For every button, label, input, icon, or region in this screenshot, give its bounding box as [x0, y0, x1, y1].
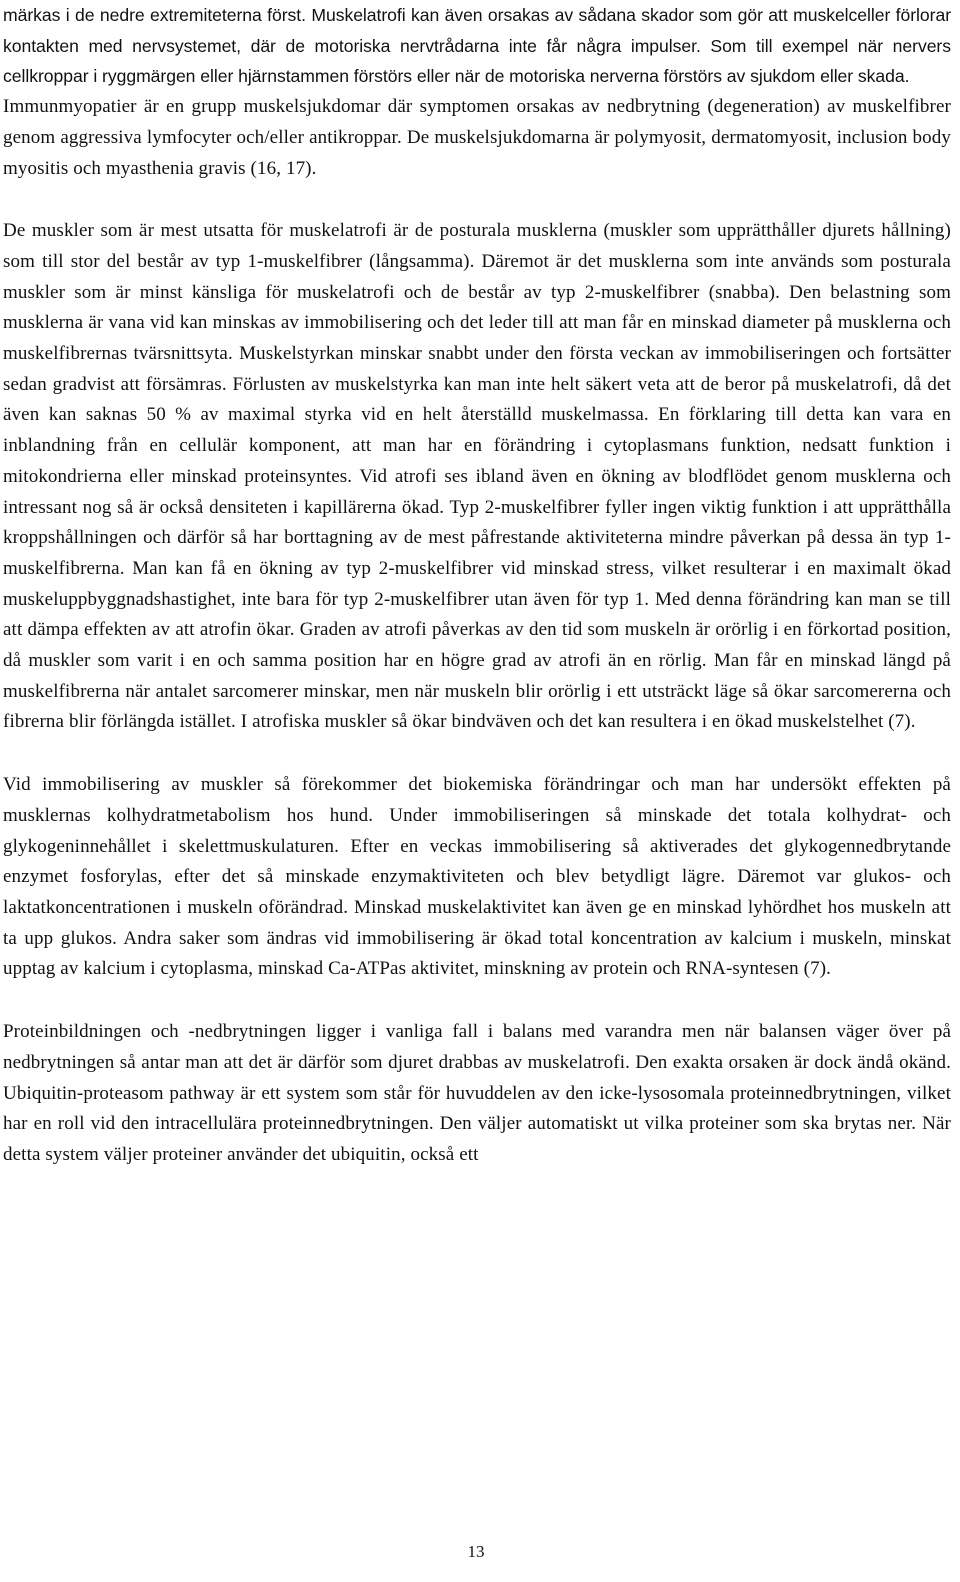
paragraph-immunmyopatier: Immunmyopatier är en grupp muskelsjukdomar där symptomen orsakas av nedbrytning (degeneration) av muskelfibrer genom aggressiva lymfocyter och/eller antikroppar. De muskelsjukdomarna är polymyosit, dermatomyosit, inclusion body myositis och myasthenia gravis (16, 17).: [3, 96, 951, 179]
paragraph-immobilization-biochemistry: Vid immobilisering av muskler så förekommer det biokemiska förändringar och man har undersökt effekten på musklernas kolhydratmetabolism hos hund. Under immobiliseringen så minskade det totala kolhydrat- och glykogeninnehållet i skelettmuskulaturen. Efter en veckas immobilisering så aktiverades det glykogennedbrytande enzymet fosforylas, efter det så minskade enzymaktiviteten och blev betydligt lägre. Däremot var glukos- och laktatkoncentrationen i muskeln oförändrad. Minskad muskelaktivitet kan även ge en minskad lyhördhet hos muskeln att ta upp glukos. Andra saker som ändras vid immobilisering är ökad total koncentration av kalcium i muskeln, minskat upptag av kalcium i cytoplasma, minskad Ca-ATPas aktivitet, minskning av protein och RNA-syntesen (7).: [3, 774, 951, 980]
paragraph-protein-balance: Proteinbildningen och -nedbrytningen ligger i vanliga fall i balans med varandra men när balansen väger över på nedbrytningen så antar man att det är därför som djuret drabbas av muskelatrofi. Den exakta orsaken är dock ändå okänd. Ubiquitin-proteasom pathway är ett system som står för huvuddelen av den icke-lysosomala proteinnedbrytningen, vilket har en roll vid den intracellulära proteinnedbrytningen. Den väljer automatiskt ut vilka proteiner som ska brytas ner. När detta system väljer proteiner använder det ubiquitin, också ett: [3, 1021, 951, 1165]
page-number: 13: [467, 1542, 485, 1561]
document-page: [3, 0, 951, 1171]
paragraph-muscle-nerve-damage: märkas i de nedre extremiteterna först. Muskelatrofi kan även orsakas av sådana skador som gör att muskelceller förlorar kontakten med nervsystemet, där de motoriska nervtrådarna inte får några impulser. Som till exempel när nervers cellkroppar i ryggmärgen eller hjärnstammen förstörs eller när de motoriska nerverna förstörs av sjukdom eller skada.: [3, 5, 951, 87]
paragraph-spacer: [3, 985, 951, 1017]
paragraph-postural-muscles: De muskler som är mest utsatta för muskelatrofi är de posturala musklerna (muskler som upprätthåller djurets hållning) som till stor del består av typ 1-muskelfibrer (långsamma). Däremot är det musklerna som inte används som posturala muskler som är minst känsliga för muskelatrofi och de består av typ 2-muskelfibrer (snabba). Den belastning som musklerna är vana vid kan minskas av immobilisering och det leder till att man får en minskad diameter på musklerna och muskelfibrernas tvärsnittsyta. Muskelstyrkan minskar snabbt under den första veckan av immobiliseringen och fortsätter sedan gradvist att försämras. Förlusten av muskelstyrka kan man inte helt säkert veta att de beror på muskelatrofi, då det även kan saknas 50 % av maximal styrka vid en helt återställd muskelmassa. En förklaring till detta kan vara en inblandning från en cellulär komponent, att man har en förändring i cytoplasmans funktion, nedsatt funktion i mitokondrierna eller minskad proteinsyntes. Vid atrofi ses ibland även en ökning av blodflödet genom musklerna och intressant nog så är också densiteten i kapillärerna ökad. Typ 2-muskelfibrer fyller ingen viktig funktion i att upprätthålla kroppshållningen och därför så har borttagning av de mest påfrestande aktiviteterna mindre påverkan på dessa än typ 1-muskelfibrerna. Man kan få en ökning av typ 2-muskelfibrer vid minskad stress, vilket resulterar i en maximalt ökad muskeluppbyggnadshastighet, inte bara för typ 2-muskelfibrer utan även för typ 1. Med denna förändring kan man se till att dämpa effekten av att atrofin ökar. Graden av atrofi påverkas av den tid som muskeln är orörlig i en förkortad position, då muskler som varit i en och samma position har en högre grad av atrofi än en rörlig. Man får en minskad längd på muskelfibrerna när antalet sarcomerer minskar, men när muskeln blir orörlig i ett utsträckt läge så ökar sarcomererna och fibrerna blir förlängda istället. I atrofiska muskler så ökar bindväven och det kan resultera i en ökad muskelstelhet (7).: [3, 220, 951, 733]
paragraph-spacer: [3, 738, 951, 770]
paragraph-spacer: [3, 184, 951, 216]
